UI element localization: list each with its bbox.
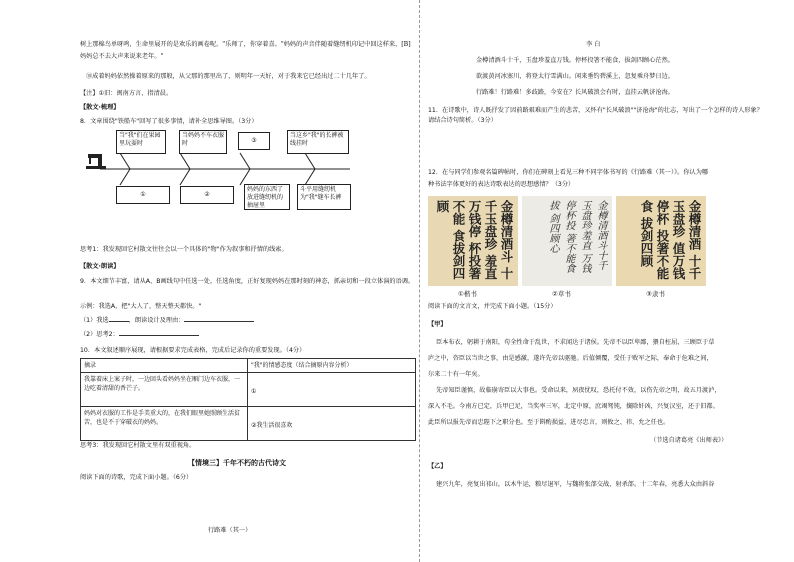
text-line: 妈妈总不去大声来说来老年。" (80, 53, 164, 60)
calligraphy-column: 金樽清酒 (687, 200, 702, 250)
passage-label-jia: 【甲】 (428, 321, 447, 328)
mind-map-node: ② (180, 186, 234, 204)
column-divider (419, 0, 420, 562)
think-1: 思考1：我发现回它村散文往往会以一个具体的"物"作为叙事和抒情的线索。 (80, 246, 288, 253)
blank-label: ，朗读设计及理由： (128, 317, 185, 324)
q9-blank-1 (80, 316, 254, 326)
question-11: 11．在诗歌中，诗人既抒发了因前路艰难而产生的悲苦，又怀有"长风破浪""济沧海"的壮志，写出了一个怎样的诗人形象？请结合诗句简析。（3分） (428, 107, 763, 124)
calligraphy-lishu-text (620, 200, 702, 282)
answer-blank[interactable] (109, 321, 129, 322)
calligraphy-column: 金樽清酒斗十千 (595, 200, 606, 270)
question-9: 9．本文细节丰富，请从A、B画线句中任选一处，任选角度，正好复现妈妈在那时刻的神态，抓亲切和一段立体演的语调。 (80, 278, 415, 285)
passage-source: （节选自诸葛亮《出师表》） (650, 437, 728, 444)
passage-line: 此臣所以报先帝而忠陛下之职分也。至于斟酌损益，进尽忠言，则攸之、祎、允之任也。 (428, 419, 670, 426)
question-12: 种书法字体更好的表达诗歌表达的思想感情？（3分） (428, 181, 575, 188)
section-heading: 【散文·朗读】 (80, 263, 120, 270)
q9-blank-2 (80, 330, 199, 340)
calligraphy-column: 万钱停杯投 (563, 200, 590, 274)
mind-map-node: 妈妈的东西了放进缝纫机的抽屉里 (244, 184, 290, 210)
poem-line: 欲渡黄河冰塞川，将登太行雪满山。闲来垂钓碧溪上，忽复乘舟梦日边。 (476, 73, 674, 80)
blank-label: （2）思考2： (80, 331, 119, 338)
poem-author: 李 白 (586, 41, 601, 48)
page-footer: 行路难（其一） (208, 527, 252, 534)
passage-line: 建兴九年，亮复出祁山，以木牛运，粮尽退军，与魏将张郃交战，射杀郃。十二年春，亮悉大众由斜谷 (436, 481, 715, 488)
answer-blank[interactable] (184, 321, 254, 322)
section-heading: 【散文·梳理】 (80, 104, 120, 111)
passage-line: 深入不毛。今南方已定，兵甲已足，当奖率三军，北定中原，庶竭驽钝，攘除奸凶，兴复汉室，还于旧都。 (428, 403, 719, 410)
mind-map-node: ① (116, 186, 170, 204)
calligraphy-column: 羞直万钱停 (467, 200, 498, 280)
calligraphy-column: 十千玉盘珍 (483, 200, 514, 280)
question-12: 12．在与同学们参观名篇碑帖时，你们在碑刻上看见三种不同字体书写的《行路难（其一）》。你认为哪 (428, 169, 709, 176)
poem-intro: 阅读下面的诗歌，完成下面小题。（6分） (80, 474, 193, 481)
text-line: ⑱成着妈妈依然操着原来的那般，从父那的那里出了，则明年一天好，对于我来它已经出过二十几年了。 (86, 73, 371, 80)
poem-line: 行路难！行路难！多歧路，今安在？长风破浪会有时，直挂云帆济沧海。 (476, 89, 674, 96)
table-cell-excerpt: 妈妈对衣服的工作是手美重大的，在我们眼里她照顾生活贫苦，也是不于穿破衣的妈妈。 (81, 407, 248, 441)
answer-label: ① (251, 388, 257, 395)
table-cell-answer[interactable] (248, 407, 416, 441)
question-10-table (80, 358, 416, 441)
passage-line: 庐之中，咨臣以当世之事，由是感激，遂许先帝以驱驰。后值倾覆，受任于败军之际，奉命于危难之间， (428, 355, 713, 362)
caption-caoshu: ②草书 (552, 290, 571, 298)
blank-label: （1）我选 (80, 317, 109, 324)
question-8: 8．文章围绕"铁船车"回写了很多事情，请补全思维导图。（3分） (80, 118, 258, 125)
calligraphy-column: 玉盘珍羞直 (579, 200, 590, 250)
mind-map-node: 当这乡"我"的长裤被线挂时 (287, 130, 349, 154)
mind-map-node: 当妈妈不车衣服时 (179, 130, 227, 154)
mind-map-node: 斗平用缝纫机为"我"缝车长裤 (297, 184, 351, 210)
question-9-quote: 示例：我选A，把"大人了，整天整天都快。" (80, 303, 202, 310)
poem-line: 金樽清酒斗十千，玉盘珍羞直万钱。停杯投箸不能食，拔剑四顾心茫然。 (476, 57, 674, 64)
text-line: 树上那棉鸟单呀鸣，生命里展开的是欢乐的画卷呢。"乐师了，你穿着喜。"妈妈的声音伴随着缝纫机印记中回这样来，[B] (80, 41, 411, 48)
calligraphy-column: 拔剑四顾 (639, 216, 654, 267)
calligraphy-column: 箸不能食拔 (547, 200, 574, 274)
passage-line: 尔来二十有一年矣。 (428, 371, 484, 378)
calligraphy-column: 值万钱停杯 (655, 200, 686, 280)
table-cell-answer[interactable] (248, 373, 416, 407)
passage-label-yi: 【乙】 (428, 463, 447, 470)
note: 【注】①旧：闽南方言，指清晨。 (80, 90, 173, 97)
calligraphy-column: 金樽清酒斗 (499, 200, 514, 263)
passage-line: 臣本布衣，躬耕于南阳，苟全性命于乱世，不求闻达于诸侯。先帝不以臣卑鄙，猥自枉屈，三顾臣于草 (436, 339, 715, 346)
mind-map-node: ③ (238, 132, 270, 150)
calligraphy-column: 投箸不能食 (639, 200, 670, 280)
section-title: 【情境三】千年不朽的古代诗文 (188, 459, 286, 467)
answer-label: ②我生活很喜欢 (251, 422, 293, 429)
calligraphy-column: 杯投箸不能 (451, 200, 482, 280)
mind-map-node: 当"我"们在果园里玩耍时 (116, 130, 166, 154)
passage-line: 先帝知臣谨慎，故临崩寄臣以大事也。受命以来，夙夜忧叹，恐托付不效，以伤先帝之明，故五月渡泸， (436, 387, 721, 394)
table-header: 摘录 (81, 359, 248, 373)
table-header: "我"的情感态度（结合摘原内容分析） (248, 359, 416, 373)
calligraphy-column: 十千玉盘珍 (671, 200, 702, 280)
classical-intro: 阅读下面的文言文，并完成下面小题。（15分） (428, 303, 557, 310)
think-3: 思考3：我发现回它村散文里有双重视角。 (80, 442, 196, 449)
sewing-machine-icon (86, 150, 108, 172)
calligraphy-kaishu-text (432, 200, 514, 282)
calligraphy-column: 剑四顾心 (547, 213, 558, 254)
question-10: 10．本文叙述顺序展现，请根据要求完成表格，完成后记录你的重要发现。（4分） (80, 347, 306, 354)
table-cell-excerpt: 我靠着床上案子时，一边回头看妈妈坐在厢门边车衣服，一边吃着清甜的香芒子。 (81, 373, 248, 407)
caption-kaishu: ①楷书 (458, 290, 477, 298)
caption-lishu: ③隶书 (646, 290, 665, 298)
answer-blank[interactable] (119, 335, 199, 336)
calligraphy-caoshu-text (526, 200, 608, 282)
calligraphy-column: 食拔剑四顾 (435, 200, 466, 280)
